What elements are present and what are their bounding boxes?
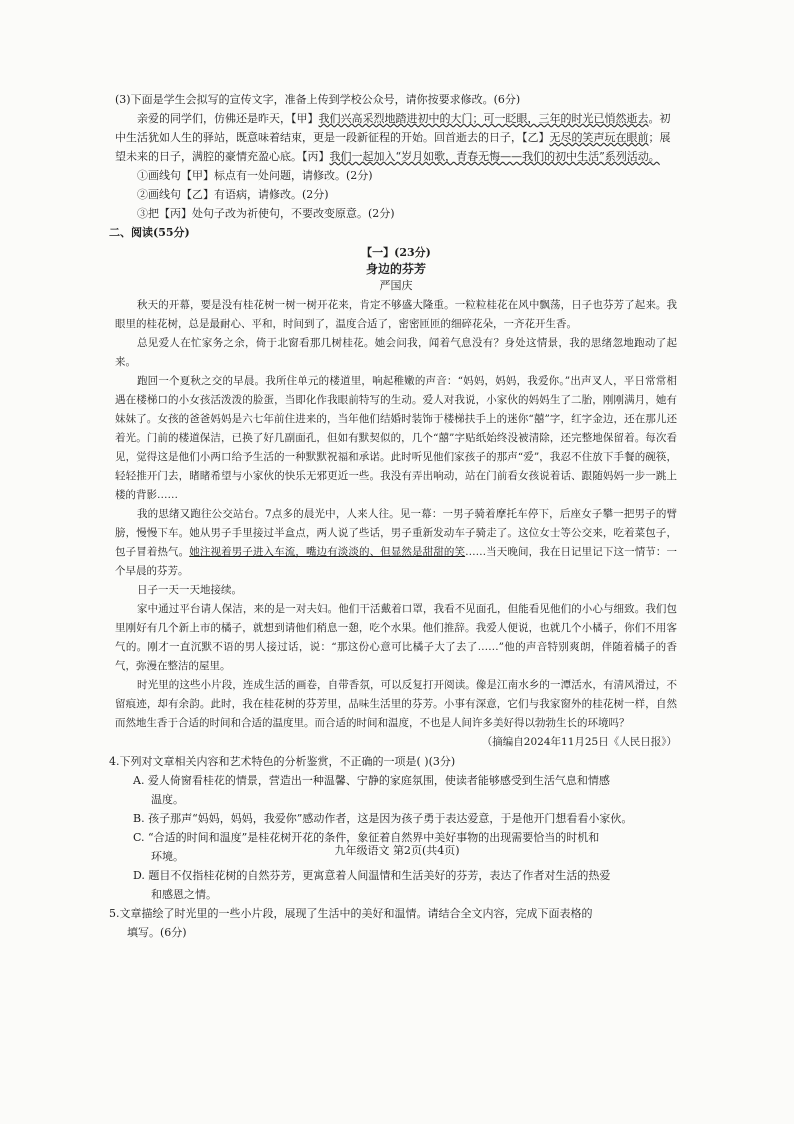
question-5: [109, 904, 677, 942]
question-3-title: (3)下面是学生会拟写的宣传文字，准备上传到学校公众号，请你按要求修改。(6分): [115, 93, 521, 106]
question-4-stem: 4.下列对文章相关内容和艺术特色的分析鉴赏，不正确的一项是( )(3分): [109, 755, 456, 768]
question-5-stem: 5.文章描绘了时光里的一些小片段，展现了生活中的美好和温情。请结合全文内容，完成下面表格的: [109, 907, 593, 920]
essay-title: 身边的芬芳: [365, 262, 426, 276]
section-2-heading: 二、阅读(55分): [109, 226, 190, 239]
question-3-item-1: ①画线句【甲】标点有一处问题，请修改。(2分): [137, 169, 373, 182]
underline-yi: 无尽的笑声玩在眼前: [549, 131, 649, 144]
part-1-heading: 【一】(23分): [361, 246, 431, 259]
page-footer: 九年级语文 第2页(共4页): [334, 844, 460, 857]
question-4: [109, 752, 677, 904]
option-a[interactable]: A. 爱人倚窗看桂花的情景，营造出一种温馨、宁静的家庭氛围，使读者能够感受到生活气息和情感 温度。: [133, 774, 610, 806]
essay-paragraph: 家中通过平台请人保洁，来的是一对夫妇。他们干活戴着口罩，我看不见面孔，但能看见他们的小心与细致。我们包里刚好有几个新上市的橘子，就想到请他们稍息一憩，吃个水果。他们推辞。我爱人便说，也就几个小橘子，你们不用客气的。刚才一直沉默不语的男人接过话，说：“那这份心意可比橘子大了去了……”他的声音特别爽朗，伴随着橘子的香气，弥漫在整洁的屋里。: [115, 603, 677, 672]
underline-bing: 我们一起加入“岁月如歌，青春无悔——我们的初中生活”系列活动。: [329, 150, 660, 163]
question-3-item-2: ②画线句【乙】有语病，请修改。(2分): [137, 188, 329, 201]
question-5-stem-cont: 填写。(6分): [127, 926, 187, 939]
essay-body: [115, 296, 677, 733]
question-3-passage: 亲爱的同学们，仿佛还是昨天，【甲】我们兴高采烈地踏进初中的大门；可一眨眼，三年的时光已悄然逝去。初中生活犹如人生的驿站，既意味着结束，更是一段新征程的开始。回首逝去的日子，【乙】无尽的笑声玩在眼前；展望未来的日子，满腔的豪情充盈心底。【丙】我们一起加入“岁月如歌，青春无悔——我们的初中生活”系列活动。: [115, 112, 671, 163]
essay-paragraph: 秋天的开幕，要是没有桂花树一树一树开花来，肯定不够盛大隆重。一粒粒桂花在风中飘荡，日子也芬芳了起来。我眼里的桂花树，总是最耐心、平和，时间到了，温度合适了，密密匝匝的细碎花朵，一齐花开生香。: [115, 299, 677, 330]
option-d[interactable]: D. 题目不仅指桂花树的自然芬芳，更寓意着人间温情和生活美好的芬芳，表达了作者对生活的热爱 和感恩之情。: [133, 869, 611, 901]
option-b[interactable]: B. 孩子那声“妈妈，妈妈，我爱你”感动作者，这是因为孩子勇于表达爱意，于是他开门想看看小家伙。: [133, 812, 633, 825]
question-3: [115, 90, 677, 223]
essay-paragraph: 跑回一个夏秋之交的早晨。我所住单元的楼道里，响起稚嫩的声音：“妈妈，妈妈，我爱你。”出声叉人，平日常常相遇在楼梯口的小女孩活泼泼的脸蛋，当即化作我眼前特写的生动。爱人对我说，小家伙的妈妈生了二胎，刚刚满月，她有妹妹了。女孩的爸爸妈妈是六七年前住进来的，当年他们结婚时装饰于楼梯扶手上的迷你“囍”字，红字金边，还在那儿还着光。门前的楼道保洁，已换了好几副面孔，但如有默契似的，几个“囍”字贴纸始终没被清除，还完整地保留着。每次看见，觉得这是他们小两口给予生活的一种默默祝福和承诺。此时听见他们家孩子的那声“爱”，我忍不住放下手餐的碗筷，轻轻推开门去，睹睹希望与小家伙的快乐无邪更近一些。我没有弄出响动，站在门前看女孩说着话、跟随妈妈一步一跳上楼的背影……: [115, 375, 677, 501]
question-3-item-3: ③把【丙】处句子改为祈使句，不要改变原意。(2分): [137, 207, 395, 220]
essay-author: 严国庆: [379, 279, 413, 292]
underline-jia: 我们兴高采烈地踏进初中的大门；可一眨眼，三年的时光已悄然逝去: [318, 112, 649, 125]
essay-paragraph: 我的思绪又跑往公交站台。7点多的晨光中，人来人往。见一幕：一男子骑着摩托车停下，后座女子攀一把男子的臂膀，慢慢下车。她从男子手里接过半盒点，两人说了些话，男子重新发动车子骑走了。这位女士等公交来，吃着菜包子，包子冒着热气。她注视着男子进入车流，嘴边有淡淡的、但显然是甜甜的笑……当天晚间，我在日记里记下这一情节：一个早晨的芬芳。: [115, 508, 678, 577]
option-c[interactable]: C. “合适的时间和温度”是桂花树开花的条件，象征着自然界中美好事物的出现需要恰当的时机和 环境。: [133, 831, 600, 863]
essay-paragraph: 时光里的这些小片段，连成生活的画卷，自带香氛，可以反复打开阅读。像是江南水乡的一潭活水，有清风滑过，不留痕迹，却有余韵。此时，我在桂花树的芬芳里，品味生活里的芬芳。小事有深意，它们与我家窗外的桂花树一样，自然而然地生香于合适的时间和合适的温度里。而合适的时间和温度，不也是人间许多美好得以勃勃生长的环境吗？: [115, 679, 677, 729]
essay-source: （摘编自2024年11月25日《人民日报》）: [481, 736, 677, 748]
essay-paragraph: 总见爱人在忙家务之余，倚于北窗看那几树桂花。她会问我，闻着气息没有？身处这情景，我的思绪忽地跑动了起来。: [115, 337, 677, 368]
essay-paragraph: 日子一天一天地接续。: [137, 584, 242, 596]
essay-underlined-sentence: 她注视着男子进入车流，嘴边有淡淡的、但显然是甜甜的笑: [189, 546, 466, 558]
page-content: [109, 90, 678, 942]
